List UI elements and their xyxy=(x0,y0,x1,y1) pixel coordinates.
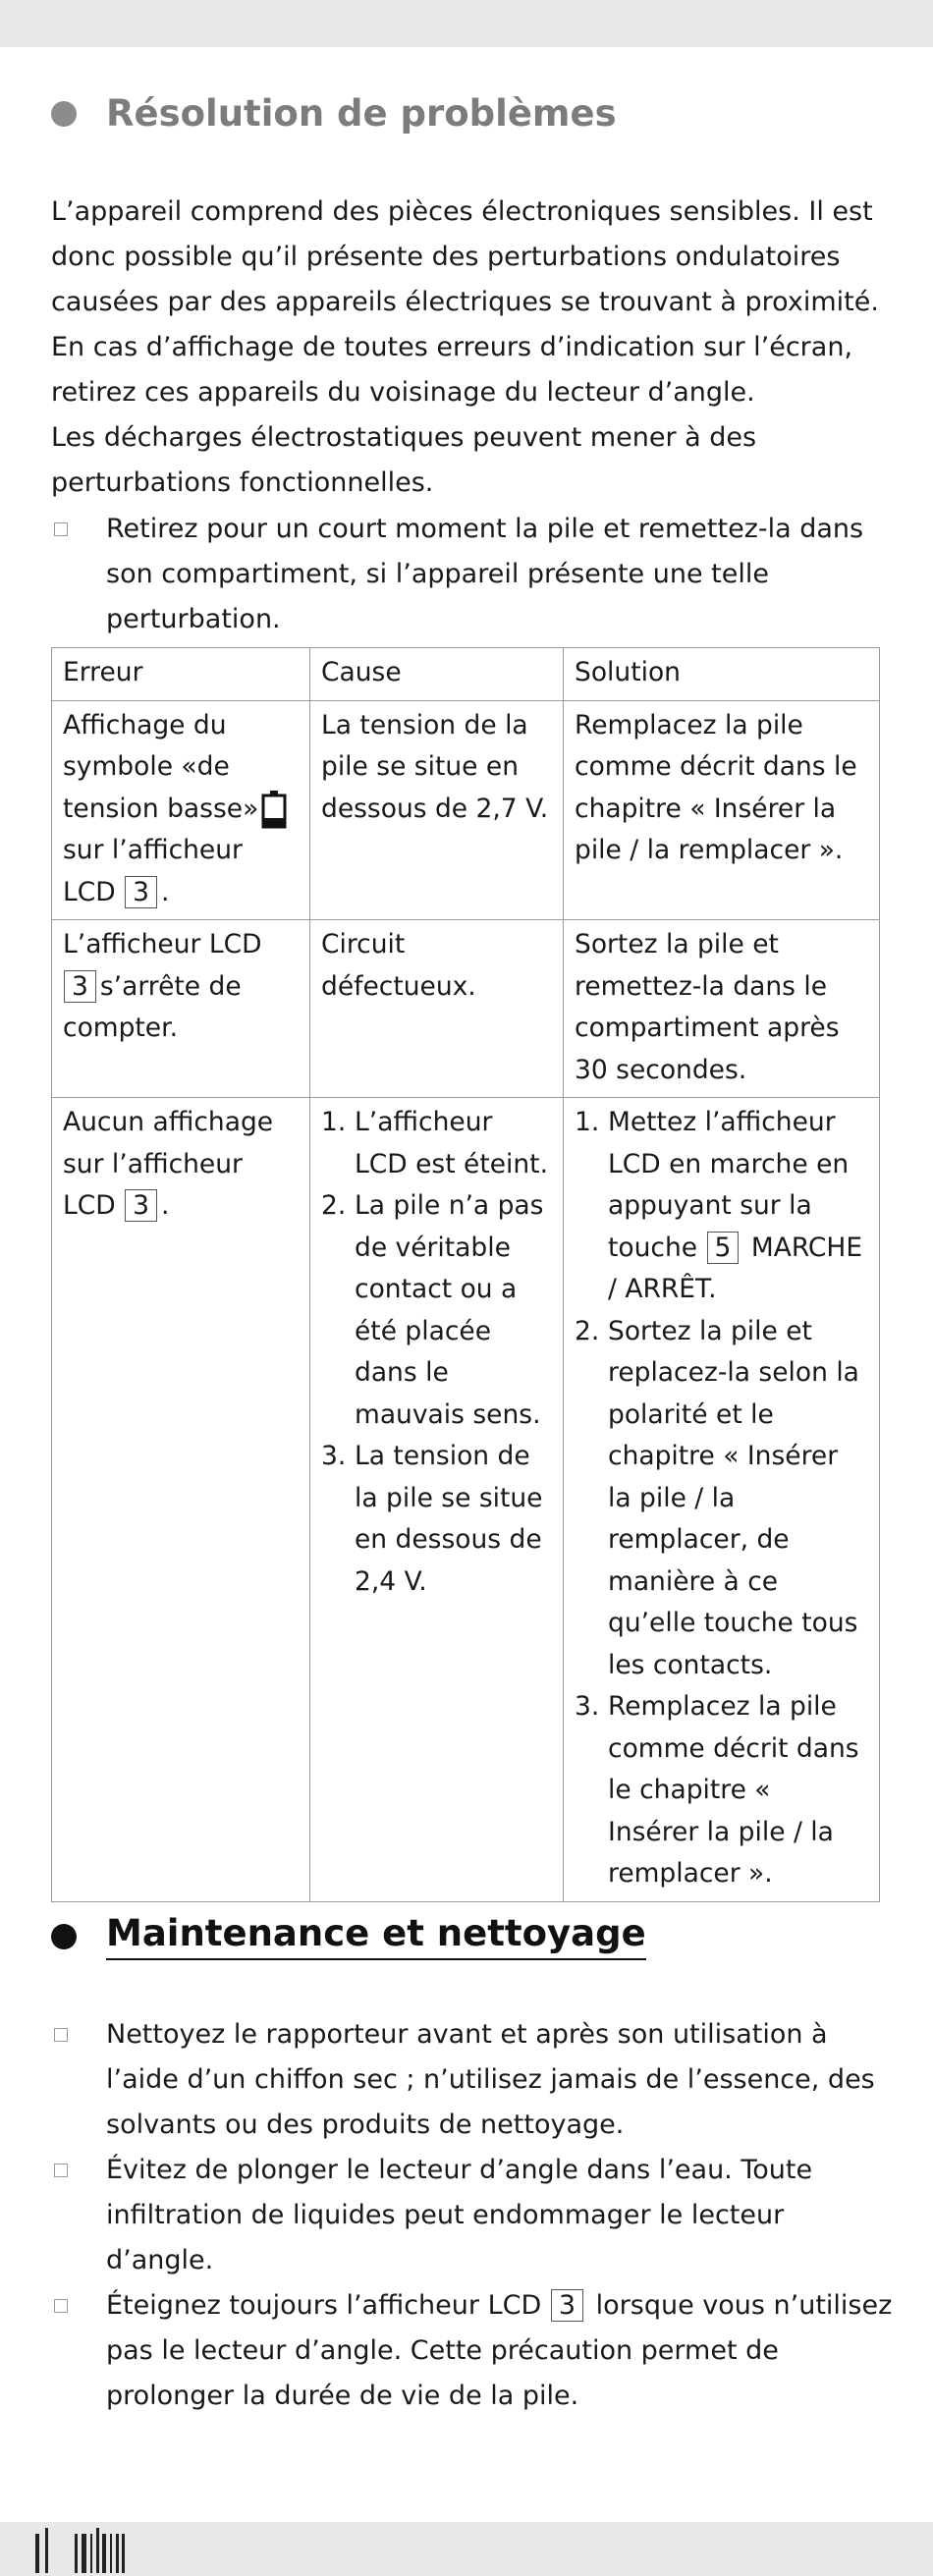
cause-cell: La tension de la pile se situe en dessous de 2,7 V. xyxy=(310,700,564,920)
cause-cell xyxy=(310,1098,564,1902)
list-item-text: Retirez pour un court moment la pile et remettez-la dans son compartiment, si l’appareil présente une telle perturbation. xyxy=(106,514,864,634)
solution-cell: Sortez la pile et remettez-la dans le compartiment après 30 secondes. xyxy=(564,920,880,1098)
error-text: Affichage du symbole «de tension basse» xyxy=(63,709,259,824)
checkbox-bullet-icon xyxy=(54,522,68,536)
power-button-ref-badge: 5 xyxy=(707,1232,740,1264)
list-item xyxy=(575,1311,869,1687)
heading-bullet-icon xyxy=(51,1924,77,1949)
error-text: . xyxy=(161,876,170,907)
item-text: MARCHE / ARRÊT. xyxy=(608,1232,863,1304)
checkbox-bullet-icon xyxy=(54,2299,68,2313)
list-item xyxy=(51,2148,896,2283)
error-cell xyxy=(52,1098,310,1902)
intro-paragraph: En cas d’affichage de toutes erreurs d’indication sur l’écran, retirez ces appareils du voisinage du lecteur d’angle. xyxy=(51,332,853,408)
item-number: 1. xyxy=(575,1107,600,1137)
item-text: La tension de la pile se situe en dessous de 2,4 V. xyxy=(355,1441,543,1597)
section-title: Maintenance et nettoyage xyxy=(106,1912,646,1960)
intro-text xyxy=(51,190,896,506)
cause-list xyxy=(321,1102,553,1603)
section-heading-troubleshooting xyxy=(51,92,617,135)
error-cell xyxy=(52,700,310,920)
item-text: Remplacez la pile comme décrit dans le chapitre « Insérer la pile / la remplacer ». xyxy=(608,1691,859,1889)
item-number: 2. xyxy=(575,1315,600,1346)
error-cell xyxy=(52,920,310,1098)
intro-paragraph: Les décharges électrostatiques peuvent mener à des perturbations fonctionnelles. xyxy=(51,422,757,498)
item-number: 3. xyxy=(575,1691,600,1722)
list-item xyxy=(575,1102,869,1311)
solution-list xyxy=(575,1102,869,1895)
list-item-text: Nettoyez le rapporteur avant et après son utilisation à l’aide d’un chiffon sec ; n’utilisez jamais de l’essence, des solvants ou des produits de nettoyage. xyxy=(106,2019,875,2140)
table-row xyxy=(52,700,880,920)
troubleshoot-bullets xyxy=(51,507,896,642)
lcd-ref-badge: 3 xyxy=(125,1189,157,1222)
list-item xyxy=(51,507,896,642)
error-text: . xyxy=(161,1190,170,1221)
item-text: Sortez la pile et replacez-la selon la polarité et le chapitre « Insérer la pile / la remplacer, de manière à ce qu’elle touche tous les contacts. xyxy=(608,1315,859,1680)
item-text: L’afficheur LCD est éteint. xyxy=(355,1107,548,1179)
table-header-row xyxy=(52,648,880,701)
top-band xyxy=(0,0,933,47)
checkbox-bullet-icon xyxy=(54,2164,68,2177)
error-text: L’afficheur LCD xyxy=(63,929,262,959)
item-number: 3. xyxy=(321,1441,347,1471)
list-item xyxy=(575,1686,869,1895)
low-battery-icon xyxy=(261,790,287,829)
solution-cell xyxy=(564,1098,880,1902)
header-cell: Erreur xyxy=(52,648,310,701)
table-row xyxy=(52,1098,880,1902)
section-title: Résolution de problèmes xyxy=(106,92,617,135)
error-text: sur l’afficheur LCD xyxy=(63,835,243,907)
list-item xyxy=(321,1185,553,1436)
heading-bullet-icon xyxy=(51,101,77,127)
list-item xyxy=(321,1436,553,1603)
lcd-ref-badge: 3 xyxy=(125,876,157,908)
list-item xyxy=(51,2012,896,2148)
barcode-icon xyxy=(35,2528,129,2573)
list-item-text: Éteignez toujours l’afficheur LCD xyxy=(106,2290,542,2321)
solution-cell: Remplacez la pile comme décrit dans le chapitre « Insérer la pile / la remplacer ». xyxy=(564,700,880,920)
lcd-ref-badge: 3 xyxy=(551,2289,583,2322)
error-text: s’arrête de compter. xyxy=(63,970,242,1043)
intro-paragraph: L’appareil comprend des pièces électroniques sensibles. Il est donc possible qu’il présente des perturbations ondulatoires causées par des appareils électriques se trouvant à proximité. xyxy=(51,196,879,317)
item-text: Mettez l’afficheur LCD en marche en appuyant sur la touche xyxy=(608,1107,850,1263)
maintenance-bullets xyxy=(51,2012,896,2419)
list-item-text: lorsque vous n’utilisez pas le lecteur d’angle. Cette précaution permet de prolonger la durée de vie de la pile. xyxy=(106,2290,893,2411)
header-cell: Cause xyxy=(310,648,564,701)
bottom-band xyxy=(0,2522,933,2576)
error-text: Aucun affichage sur l’afficheur LCD xyxy=(63,1107,274,1221)
list-item xyxy=(321,1102,553,1185)
list-item xyxy=(51,2283,896,2419)
table-row xyxy=(52,920,880,1098)
item-text: La pile n’a pas de véritable contact ou a été placée dans le mauvais sens. xyxy=(355,1190,544,1430)
item-number: 1. xyxy=(321,1107,347,1137)
checkbox-bullet-icon xyxy=(54,2028,68,2042)
item-number: 2. xyxy=(321,1190,347,1221)
lcd-ref-badge: 3 xyxy=(64,970,96,1003)
troubleshooting-table xyxy=(51,647,880,1902)
header-cell: Solution xyxy=(564,648,880,701)
cause-cell: Circuit défectueux. xyxy=(310,920,564,1098)
section-heading-maintenance xyxy=(51,1912,646,1960)
list-item-text: Évitez de plonger le lecteur d’angle dans l’eau. Toute infiltration de liquides peut endommager le lecteur d’angle. xyxy=(106,2155,813,2275)
